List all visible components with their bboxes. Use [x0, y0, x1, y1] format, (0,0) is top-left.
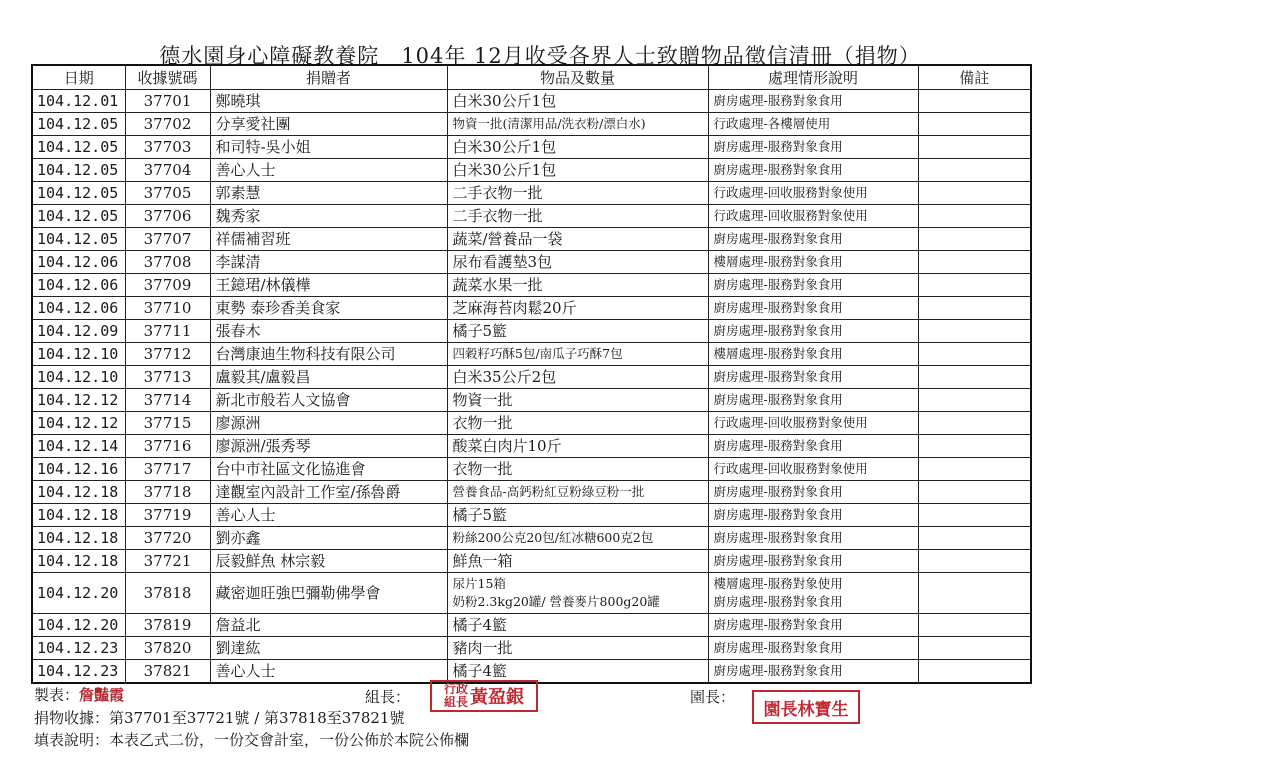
cell-receipt: 37707	[125, 228, 210, 251]
cell-items	[447, 412, 708, 435]
cell-handling	[708, 90, 918, 113]
cell-receipt: 37720	[125, 527, 210, 550]
cell-date: 104.12.18	[32, 527, 125, 550]
cell-items	[447, 504, 708, 527]
table-row	[32, 182, 1031, 205]
table-row	[32, 573, 1031, 614]
item-line: 蔬菜水果一批	[452, 276, 543, 294]
col-header-date: 日期	[32, 65, 125, 90]
group-leader-stamp-name: 黃盈銀	[470, 687, 524, 708]
cell-donor: 善心人士	[210, 660, 447, 684]
cell-date: 104.12.05	[32, 228, 125, 251]
cell-note	[918, 320, 1031, 343]
cell-receipt: 37705	[125, 182, 210, 205]
cell-handling	[708, 366, 918, 389]
cell-handling	[708, 660, 918, 684]
cell-receipt: 37706	[125, 205, 210, 228]
cell-donor: 台灣康迪生物科技有限公司	[210, 343, 447, 366]
cell-handling	[708, 550, 918, 573]
handling-line: 廚房處理-服務對象食用	[713, 663, 843, 678]
cell-items	[447, 637, 708, 660]
item-line: 橘子4籃	[452, 616, 508, 634]
table-row	[32, 458, 1031, 481]
handling-line: 廚房處理-服務對象食用	[713, 484, 843, 499]
cell-handling	[708, 527, 918, 550]
cell-note	[918, 637, 1031, 660]
item-line: 物資一批(清潔用品/洗衣粉/漂白水)	[452, 116, 646, 131]
cell-handling	[708, 637, 918, 660]
cell-note	[918, 251, 1031, 274]
cell-handling	[708, 573, 918, 614]
cell-date: 104.12.23	[32, 660, 125, 684]
item-line: 二手衣物一批	[452, 184, 543, 202]
cell-items	[447, 527, 708, 550]
table-row	[32, 274, 1031, 297]
cell-donor: 王鐿珺/林儀樺	[210, 274, 447, 297]
table-row	[32, 228, 1031, 251]
cell-donor: 善心人士	[210, 504, 447, 527]
col-header-items: 物品及數量	[447, 65, 708, 90]
handling-line: 行政處理-回收服務對象使用	[713, 208, 868, 223]
cell-note	[918, 573, 1031, 614]
handling-line: 廚房處理-服務對象食用	[713, 369, 843, 384]
col-header-receipt: 收據號碼	[125, 65, 210, 90]
group-leader-label: 組長：	[365, 688, 411, 706]
cell-items	[447, 113, 708, 136]
table-row	[32, 389, 1031, 412]
handling-line: 廚房處理-服務對象食用	[713, 507, 843, 522]
donation-ledger-table	[31, 64, 1032, 684]
cell-handling	[708, 320, 918, 343]
cell-donor: 魏秀家	[210, 205, 447, 228]
cell-receipt: 37709	[125, 274, 210, 297]
group-leader-stamp-title	[444, 683, 468, 709]
cell-note	[918, 205, 1031, 228]
item-line: 四穀籽巧酥5包/南瓜子巧酥7包	[452, 346, 623, 361]
cell-date: 104.12.20	[32, 614, 125, 637]
cell-donor: 分享愛社團	[210, 113, 447, 136]
cell-receipt: 37818	[125, 573, 210, 614]
cell-items	[447, 573, 708, 614]
cell-donor: 祥儒補習班	[210, 228, 447, 251]
cell-donor: 達觀室內設計工作室/孫魯爵	[210, 481, 447, 504]
item-line: 白米35公斤2包	[452, 368, 557, 386]
cell-handling	[708, 412, 918, 435]
table-row	[32, 343, 1031, 366]
cell-date: 104.12.16	[32, 458, 125, 481]
cell-donor: 善心人士	[210, 159, 447, 182]
prepared-label: 製表：	[34, 686, 80, 704]
cell-handling	[708, 182, 918, 205]
cell-receipt: 37702	[125, 113, 210, 136]
item-line: 衣物一批	[452, 414, 513, 432]
cell-note	[918, 90, 1031, 113]
handling-line: 廚房處理-服務對象食用	[713, 93, 843, 108]
cell-handling	[708, 205, 918, 228]
cell-receipt: 37703	[125, 136, 210, 159]
cell-note	[918, 481, 1031, 504]
item-line: 衣物一批	[452, 460, 513, 478]
cell-receipt: 37704	[125, 159, 210, 182]
cell-items	[447, 297, 708, 320]
receipts-line: 捐物收據：第37701至37721號 / 第37818至37821號	[34, 709, 405, 727]
cell-note	[918, 113, 1031, 136]
cell-donor: 廖源洲/張秀琴	[210, 435, 447, 458]
table-row	[32, 481, 1031, 504]
cell-receipt: 37721	[125, 550, 210, 573]
handling-line: 廚房處理-服務對象食用	[713, 530, 843, 545]
cell-donor: 劉達紘	[210, 637, 447, 660]
instructions-line: 填表說明：本表乙式二份，一份交會計室，一份公佈於本院公佈欄	[34, 731, 470, 749]
cell-handling	[708, 389, 918, 412]
col-header-handling: 處理情形說明	[708, 65, 918, 90]
table-row	[32, 159, 1031, 182]
cell-donor: 台中市社區文化協進會	[210, 458, 447, 481]
item-line: 白米30公斤1包	[452, 138, 557, 156]
handling-line: 廚房處理-服務對象食用	[713, 300, 843, 315]
handling-line: 行政處理-回收服務對象使用	[713, 185, 868, 200]
cell-handling	[708, 435, 918, 458]
handling-line: 廚房處理-服務對象食用	[713, 640, 843, 655]
handling-line: 樓層處理-服務對象食用	[713, 346, 843, 361]
cell-note	[918, 389, 1031, 412]
cell-date: 104.12.18	[32, 550, 125, 573]
table-row	[32, 113, 1031, 136]
cell-date: 104.12.05	[32, 182, 125, 205]
cell-note	[918, 182, 1031, 205]
cell-items	[447, 389, 708, 412]
cell-date: 104.12.06	[32, 274, 125, 297]
cell-donor: 和司特-吳小姐	[210, 136, 447, 159]
cell-note	[918, 228, 1031, 251]
handling-line: 行政處理-回收服務對象使用	[713, 415, 868, 430]
item-line: 鮮魚一箱	[452, 552, 513, 570]
cell-receipt: 37701	[125, 90, 210, 113]
cell-items	[447, 136, 708, 159]
item-line: 橘子5籃	[452, 506, 508, 524]
handling-line: 行政處理-各樓層使用	[713, 116, 831, 131]
cell-handling	[708, 274, 918, 297]
cell-receipt: 37719	[125, 504, 210, 527]
cell-donor: 張春木	[210, 320, 447, 343]
cell-handling	[708, 343, 918, 366]
cell-receipt: 37711	[125, 320, 210, 343]
cell-receipt: 37820	[125, 637, 210, 660]
cell-handling	[708, 481, 918, 504]
cell-receipt: 37715	[125, 412, 210, 435]
handling-line: 廚房處理-服務對象食用	[713, 438, 843, 453]
cell-items	[447, 343, 708, 366]
table-row	[32, 205, 1031, 228]
cell-note	[918, 550, 1031, 573]
cell-items	[447, 205, 708, 228]
table-row	[32, 251, 1031, 274]
item-line: 尿片15箱	[452, 576, 506, 591]
cell-receipt: 37714	[125, 389, 210, 412]
cell-items	[447, 182, 708, 205]
table-row	[32, 366, 1031, 389]
handling-line: 廚房處理-服務對象食用	[713, 162, 843, 177]
cell-date: 104.12.05	[32, 205, 125, 228]
cell-date: 104.12.01	[32, 90, 125, 113]
table-header-row	[32, 65, 1031, 90]
cell-receipt: 37819	[125, 614, 210, 637]
cell-handling	[708, 297, 918, 320]
group-leader-stamp-title-bottom: 組長	[443, 695, 468, 709]
director-stamp: 園長林寶生	[752, 690, 860, 724]
handling-line: 樓層處理-服務對象使用	[713, 576, 843, 591]
cell-donor: 劉亦鑫	[210, 527, 447, 550]
cell-date: 104.12.05	[32, 113, 125, 136]
cell-donor: 詹益北	[210, 614, 447, 637]
cell-receipt: 37821	[125, 660, 210, 684]
cell-date: 104.12.20	[32, 573, 125, 614]
col-header-note: 備註	[918, 65, 1031, 90]
cell-date: 104.12.12	[32, 389, 125, 412]
cell-receipt: 37708	[125, 251, 210, 274]
handling-line: 廚房處理-服務對象食用	[713, 323, 843, 338]
handling-line: 廚房處理-服務對象食用	[713, 392, 843, 407]
cell-receipt: 37710	[125, 297, 210, 320]
cell-handling	[708, 159, 918, 182]
cell-date: 104.12.06	[32, 297, 125, 320]
handling-line: 廚房處理-服務對象食用	[713, 277, 843, 292]
item-line: 芝麻海苔肉鬆20斤	[452, 299, 577, 317]
cell-date: 104.12.10	[32, 343, 125, 366]
cell-items	[447, 614, 708, 637]
group-leader-stamp	[430, 680, 538, 712]
cell-handling	[708, 136, 918, 159]
handling-line: 行政處理-回收服務對象使用	[713, 461, 868, 476]
cell-date: 104.12.05	[32, 159, 125, 182]
cell-note	[918, 435, 1031, 458]
cell-note	[918, 274, 1031, 297]
cell-donor: 盧毅其/盧毅昌	[210, 366, 447, 389]
item-line: 白米30公斤1包	[452, 92, 557, 110]
director-label: 園長：	[690, 688, 736, 706]
table-row	[32, 320, 1031, 343]
item-line: 橘子4籃	[452, 662, 508, 680]
page-title: 德水園身心障礙教養院 104年 12月收受各界人士致贈物品徵信清冊（捐物）	[159, 44, 921, 68]
cell-note	[918, 159, 1031, 182]
table-row	[32, 90, 1031, 113]
item-line: 橘子5籃	[452, 322, 508, 340]
cell-handling	[708, 458, 918, 481]
cell-handling	[708, 504, 918, 527]
cell-note	[918, 527, 1031, 550]
cell-note	[918, 504, 1031, 527]
table-row	[32, 637, 1031, 660]
table-row	[32, 435, 1031, 458]
cell-items	[447, 251, 708, 274]
cell-date: 104.12.23	[32, 637, 125, 660]
handling-line: 廚房處理-服務對象食用	[713, 594, 843, 609]
cell-date: 104.12.18	[32, 481, 125, 504]
cell-note	[918, 614, 1031, 637]
item-line: 尿布看護墊3包	[452, 253, 553, 271]
cell-donor: 新北市般若人文協會	[210, 389, 447, 412]
table-row	[32, 297, 1031, 320]
cell-items	[447, 550, 708, 573]
table-row	[32, 412, 1031, 435]
cell-donor: 辰毅鮮魚 林宗毅	[210, 550, 447, 573]
cell-handling	[708, 228, 918, 251]
item-line: 物資一批	[452, 391, 513, 409]
cell-date: 104.12.09	[32, 320, 125, 343]
cell-handling	[708, 614, 918, 637]
cell-date: 104.12.14	[32, 435, 125, 458]
cell-handling	[708, 251, 918, 274]
cell-date: 104.12.18	[32, 504, 125, 527]
cell-receipt: 37712	[125, 343, 210, 366]
cell-items	[447, 481, 708, 504]
cell-date: 104.12.06	[32, 251, 125, 274]
cell-note	[918, 343, 1031, 366]
cell-date: 104.12.12	[32, 412, 125, 435]
item-line: 奶粉2.3kg20罐/ 營養麥片800g20罐	[452, 594, 660, 609]
cell-receipt: 37713	[125, 366, 210, 389]
table-row	[32, 527, 1031, 550]
table-row	[32, 504, 1031, 527]
item-line: 粉絲200公克20包/紅冰糖600克2包	[452, 530, 654, 545]
handling-line: 廚房處理-服務對象食用	[713, 553, 843, 568]
cell-donor: 藏密迦旺強巴彌勒佛學會	[210, 573, 447, 614]
handling-line: 廚房處理-服務對象食用	[713, 231, 843, 246]
cell-items	[447, 458, 708, 481]
cell-note	[918, 412, 1031, 435]
cell-items	[447, 274, 708, 297]
cell-note	[918, 366, 1031, 389]
table-body	[32, 90, 1031, 684]
cell-donor: 李謀清	[210, 251, 447, 274]
item-line: 營養食品-高鈣粉紅豆粉綠豆粉一批	[452, 484, 645, 499]
cell-items	[447, 228, 708, 251]
cell-note	[918, 458, 1031, 481]
cell-items	[447, 435, 708, 458]
cell-receipt: 37717	[125, 458, 210, 481]
cell-items	[447, 90, 708, 113]
table-row	[32, 136, 1031, 159]
table-row	[32, 614, 1031, 637]
group-leader-stamp-title-top: 行政	[443, 682, 468, 696]
cell-receipt: 37718	[125, 481, 210, 504]
cell-donor: 鄭曉琪	[210, 90, 447, 113]
cell-items	[447, 320, 708, 343]
item-line: 白米30公斤1包	[452, 161, 557, 179]
table-row	[32, 550, 1031, 573]
cell-date: 104.12.05	[32, 136, 125, 159]
prepared-signature: 詹豔霞	[79, 686, 125, 704]
item-line: 酸菜白肉片10斤	[452, 437, 562, 455]
handling-line: 廚房處理-服務對象食用	[713, 139, 843, 154]
cell-handling	[708, 113, 918, 136]
cell-donor: 廖源洲	[210, 412, 447, 435]
item-line: 二手衣物一批	[452, 207, 543, 225]
cell-date: 104.12.10	[32, 366, 125, 389]
cell-note	[918, 297, 1031, 320]
prepared-by	[34, 684, 124, 705]
handling-line: 樓層處理-服務對象食用	[713, 254, 843, 269]
item-line: 蔬菜/營養品一袋	[452, 230, 563, 248]
handling-line: 廚房處理-服務對象食用	[713, 617, 843, 632]
cell-donor: 郭素慧	[210, 182, 447, 205]
col-header-donor: 捐贈者	[210, 65, 447, 90]
cell-note	[918, 660, 1031, 684]
cell-note	[918, 136, 1031, 159]
item-line: 豬肉一批	[452, 639, 513, 657]
cell-receipt: 37716	[125, 435, 210, 458]
cell-donor: 東勢 泰珍香美食家	[210, 297, 447, 320]
cell-items	[447, 366, 708, 389]
cell-items	[447, 159, 708, 182]
